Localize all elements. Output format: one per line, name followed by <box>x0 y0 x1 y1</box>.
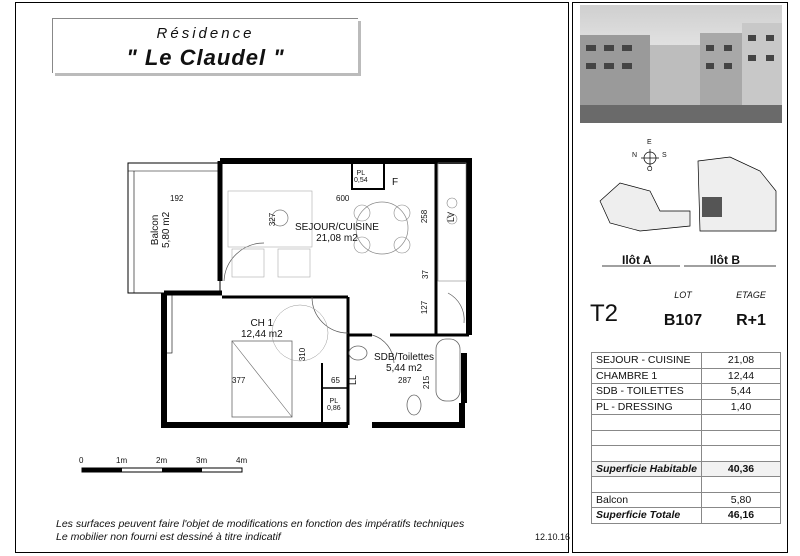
table-row-empty <box>592 430 781 446</box>
compass-n: N <box>632 152 638 159</box>
pl-top-label: PL 0,54 <box>354 170 368 184</box>
table-row-empty <box>592 415 781 431</box>
scale-2m: 2m <box>156 456 168 465</box>
room-label-ch1: CH 1 12,44 m2 <box>241 318 283 340</box>
lot-label: LOT <box>674 290 692 300</box>
scale-1m: 1m <box>116 456 128 465</box>
etage-label: ETAGE <box>736 290 766 300</box>
dim-600: 600 <box>336 194 350 203</box>
tag-ll: LL <box>348 374 359 386</box>
scale-0: 0 <box>79 456 84 465</box>
footer-line-2: Le mobilier non fourni est dessiné à titre indicatif <box>56 531 281 543</box>
table-row-empty <box>592 477 781 493</box>
lot-type: T2 <box>590 300 619 327</box>
footer-line-1: Les surfaces peuvent faire l'objet de modifications en fonction des impératifs techniques <box>56 518 465 530</box>
building-photo <box>580 5 782 123</box>
dim-215: 215 <box>422 375 432 390</box>
dim-127: 127 <box>420 300 430 315</box>
totale-row: Superficie Totale 46,16 <box>592 508 781 524</box>
ilot-b-label: Ilôt B <box>710 253 740 267</box>
residence-label: Résidence <box>156 25 255 42</box>
dim-192: 192 <box>170 194 184 203</box>
site-map <box>580 131 782 279</box>
balcon-row: Balcon 5,80 <box>592 492 781 508</box>
compass-s: S <box>662 152 667 159</box>
dim-287: 287 <box>398 376 412 385</box>
room-label-sejour: SEJOUR/CUISINE 21,08 m2 <box>295 222 379 244</box>
table-row: CHAMBRE 1 12,44 <box>592 368 781 384</box>
dim-37: 37 <box>420 270 430 279</box>
tag-f: F <box>392 177 399 188</box>
table-row-empty <box>592 446 781 462</box>
dim-327: 327 <box>268 212 278 227</box>
residence-name: " Le Claudel " <box>126 45 285 70</box>
dim-258: 258 <box>420 209 430 224</box>
table-row: PL - DRESSING 1,40 <box>592 399 781 415</box>
table-row: SEJOUR - CUISINE 21,08 <box>592 353 781 369</box>
scale-3m: 3m <box>196 456 208 465</box>
lot-info <box>580 286 782 342</box>
surfaces-table <box>591 352 781 524</box>
scale-4m: 4m <box>236 456 248 465</box>
dim-310: 310 <box>298 347 308 362</box>
dim-377: 377 <box>232 376 246 385</box>
title-box <box>52 18 358 73</box>
room-label-balcon: Balcon 5,80 m2 <box>150 211 172 248</box>
pl-bottom-label: PL 0,86 <box>327 398 341 412</box>
habitable-row: Superficie Habitable 40,36 <box>592 461 781 477</box>
etage-value: R+1 <box>736 312 766 329</box>
dim-65: 65 <box>331 376 340 385</box>
ilot-a-label: Ilôt A <box>622 253 652 267</box>
footer-date: 12.10.16 <box>535 532 571 542</box>
compass-e: E <box>647 139 652 146</box>
table-row: SDB - TOILETTES 5,44 <box>592 384 781 400</box>
lot-value: B107 <box>663 312 703 329</box>
tag-lv: LV <box>446 211 457 223</box>
room-label-sdb: SDB/Toilettes 5,44 m2 <box>374 352 435 374</box>
compass-o: O <box>647 166 653 173</box>
